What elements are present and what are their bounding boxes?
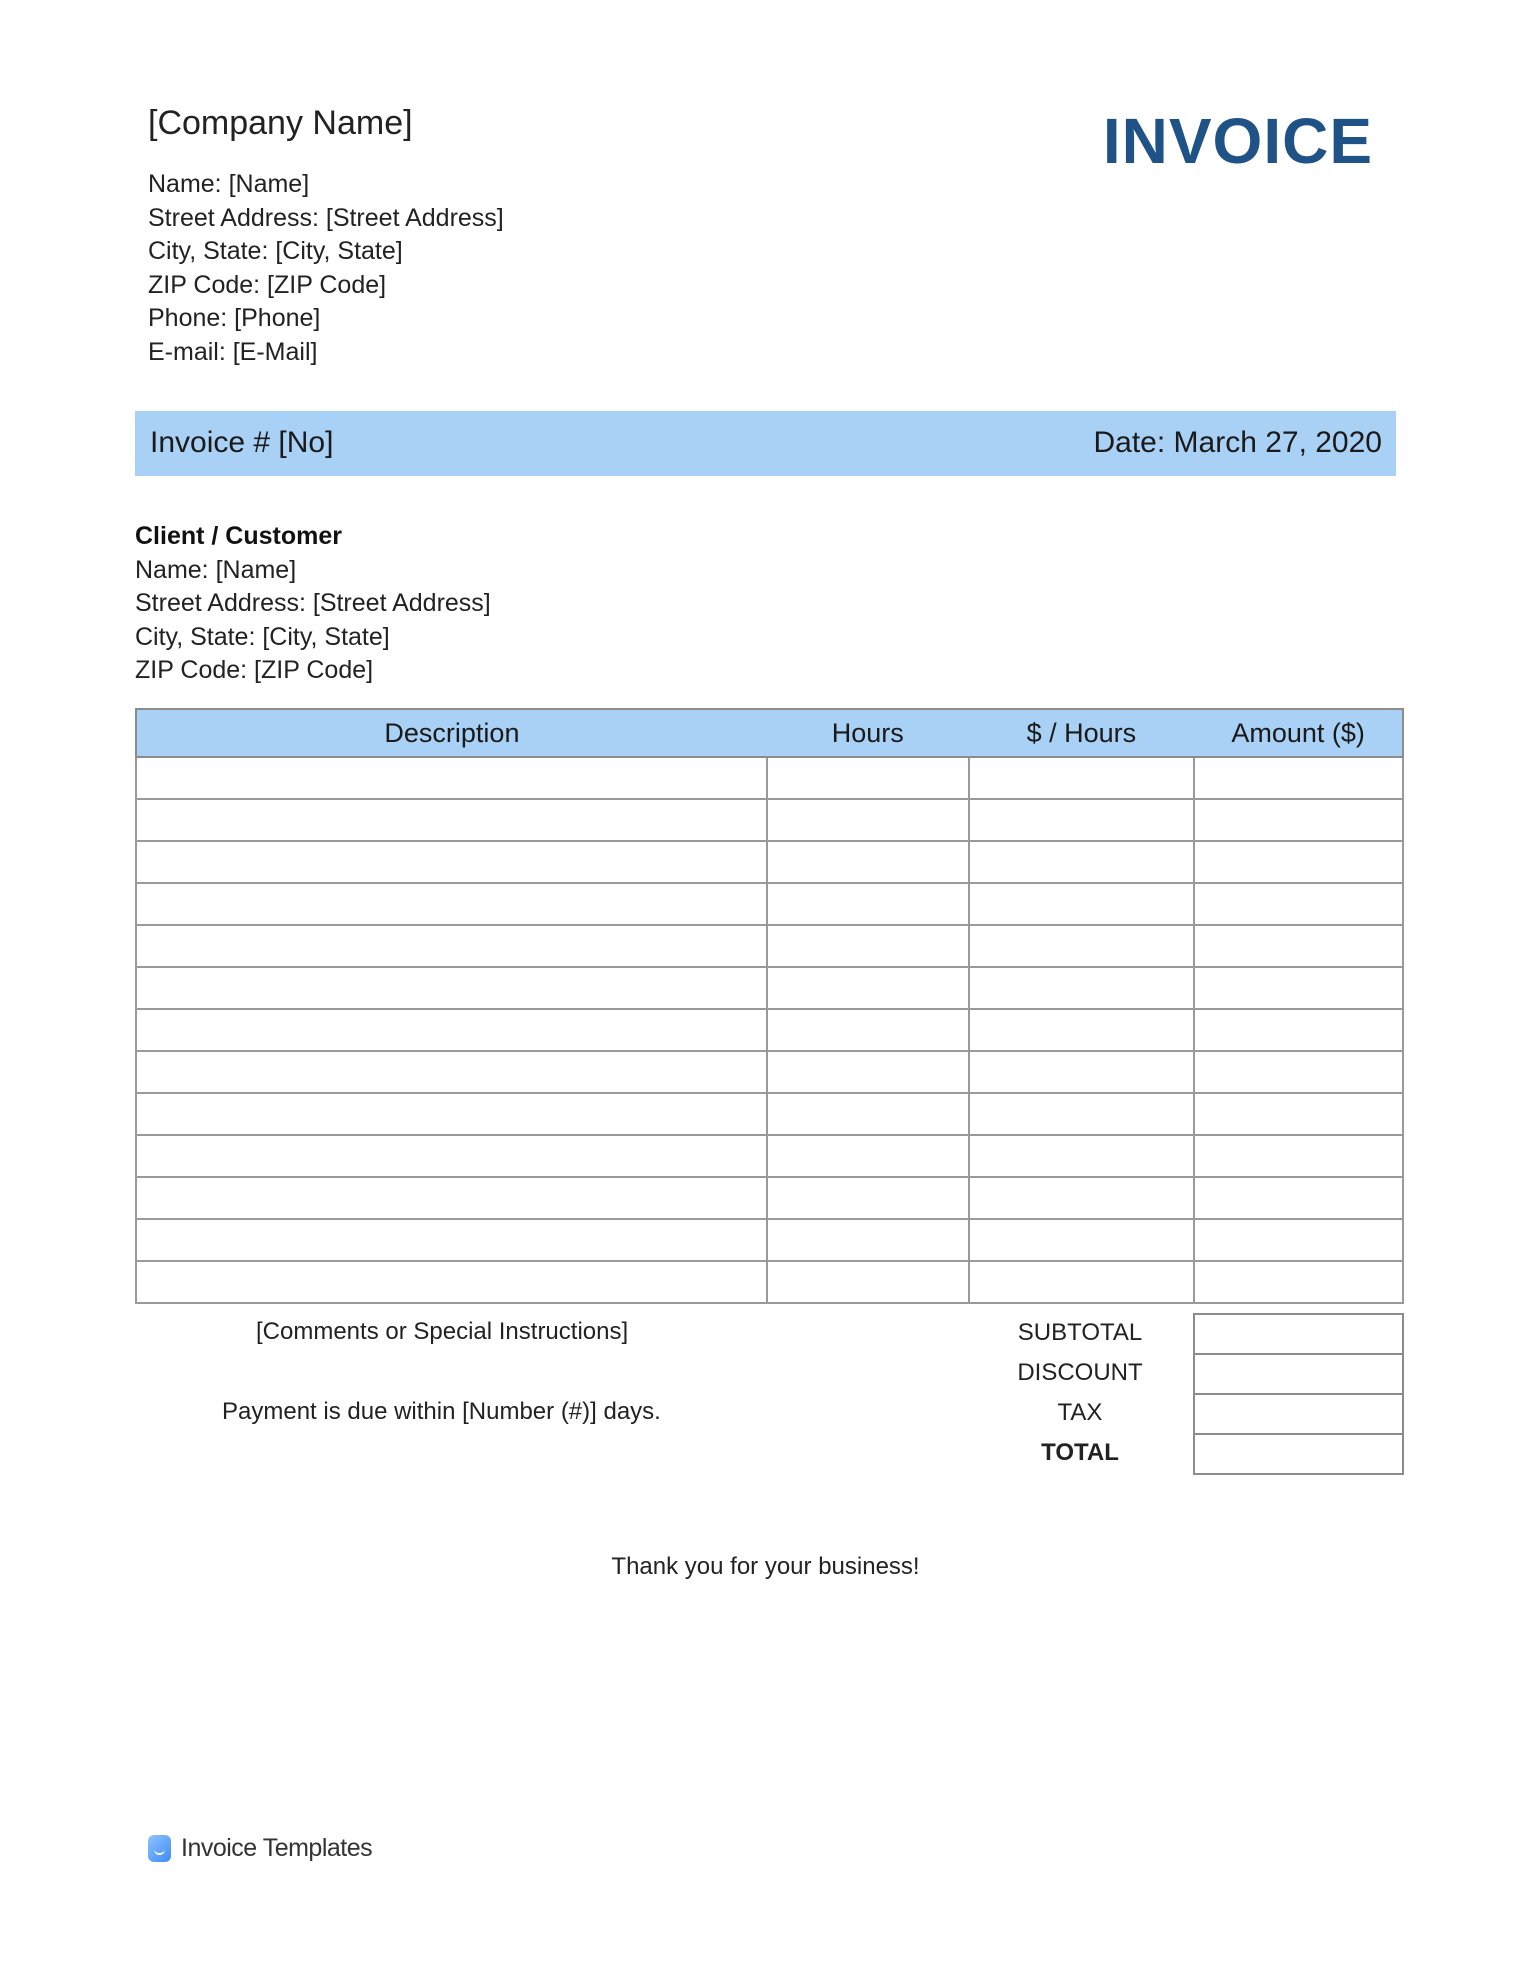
hours-cell[interactable] [767,1177,969,1219]
invoice-info-bar [135,411,1396,476]
sender-zip: ZIP Code: [ZIP Code] [148,270,387,299]
hours-cell[interactable] [767,1051,969,1093]
client-street: Street Address: [Street Address] [135,589,491,617]
rate-cell[interactable] [969,1009,1195,1051]
payment-terms: Payment is due within [Number (#)] days. [222,1398,661,1425]
column-header-hours: Hours [767,709,969,757]
total-value[interactable] [1193,1435,1404,1475]
hours-cell[interactable] [767,1135,969,1177]
hours-cell[interactable] [767,1261,969,1303]
rate-cell[interactable] [969,1261,1195,1303]
amount-cell[interactable] [1194,883,1403,925]
description-cell[interactable] [136,1093,767,1135]
amount-cell[interactable] [1194,1009,1403,1051]
discount-value[interactable] [1193,1355,1404,1395]
hours-cell[interactable] [767,799,969,841]
amount-cell[interactable] [1194,1177,1403,1219]
rate-cell[interactable] [969,799,1195,841]
table-row [136,1051,1403,1093]
description-cell[interactable] [136,757,767,799]
description-cell[interactable] [136,799,767,841]
sender-phone: Phone: [Phone] [148,304,321,332]
table-row [136,1093,1403,1135]
brand-name: Invoice Templates [181,1834,373,1862]
totals-values [1193,1313,1404,1475]
table-row [136,799,1403,841]
sender-name: Name: [Name] [148,170,310,198]
description-cell[interactable] [136,1009,767,1051]
sender-info [148,168,504,369]
table-row [136,1135,1403,1177]
rate-cell[interactable] [969,1219,1195,1261]
table-row [136,883,1403,925]
description-cell[interactable] [136,925,767,967]
amount-cell[interactable] [1194,841,1403,883]
client-city-state: City, State: [City, State] [135,622,390,651]
tax-label: TAX [1057,1399,1103,1426]
table-row [136,925,1403,967]
discount-label: DISCOUNT [1017,1359,1143,1386]
invoice-templates-logo-icon [148,1835,171,1862]
line-items-table [135,708,1404,1304]
description-cell[interactable] [136,841,767,883]
amount-cell[interactable] [1194,1051,1403,1093]
hours-cell[interactable] [767,967,969,1009]
rate-cell[interactable] [969,1093,1195,1135]
invoice-number: Invoice # [No] [150,426,334,459]
column-header-amount: Amount ($) [1194,709,1403,757]
rate-cell[interactable] [969,757,1195,799]
sender-city-state: City, State: [City, State] [148,237,403,265]
hours-cell[interactable] [767,883,969,925]
total-label: TOTAL [1041,1439,1119,1466]
description-cell[interactable] [136,1219,767,1261]
table-row [136,1177,1403,1219]
rate-cell[interactable] [969,1177,1195,1219]
amount-cell[interactable] [1194,757,1403,799]
rate-cell[interactable] [969,883,1195,925]
subtotal-value[interactable] [1193,1313,1404,1355]
hours-cell[interactable] [767,841,969,883]
table-row [136,1009,1403,1051]
client-name: Name: [Name] [135,555,297,584]
amount-cell[interactable] [1194,1093,1403,1135]
amount-cell[interactable] [1194,925,1403,967]
amount-cell[interactable] [1194,799,1403,841]
subtotal-label: SUBTOTAL [1017,1319,1143,1346]
comments-placeholder: [Comments or Special Instructions] [256,1318,629,1345]
rate-cell[interactable] [969,1051,1195,1093]
client-zip: ZIP Code: [ZIP Code] [135,656,374,684]
tax-value[interactable] [1193,1395,1404,1435]
description-cell[interactable] [136,1261,767,1303]
description-cell[interactable] [136,967,767,1009]
description-cell[interactable] [136,883,767,925]
column-header-rate: $ / Hours [969,709,1195,757]
description-cell[interactable] [136,1051,767,1093]
brand-footer [148,1834,372,1863]
client-heading: Client / Customer [135,522,342,550]
company-name: [Company Name] [148,104,413,142]
hours-cell[interactable] [767,1219,969,1261]
amount-cell[interactable] [1194,1261,1403,1303]
amount-cell[interactable] [1194,967,1403,1009]
rate-cell[interactable] [969,967,1195,1009]
table-row [136,757,1403,799]
rate-cell[interactable] [969,841,1195,883]
hours-cell[interactable] [767,925,969,967]
description-cell[interactable] [136,1177,767,1219]
hours-cell[interactable] [767,1093,969,1135]
table-header-row [136,709,1403,757]
hours-cell[interactable] [767,757,969,799]
table-row [136,841,1403,883]
column-header-description: Description [136,709,767,757]
hours-cell[interactable] [767,1009,969,1051]
description-cell[interactable] [136,1135,767,1177]
sender-street: Street Address: [Street Address] [148,203,504,232]
thank-you-note: Thank you for your business! [611,1553,920,1580]
totals-labels [980,1313,1180,1473]
table-row [136,1261,1403,1303]
rate-cell[interactable] [969,925,1195,967]
client-info [135,520,491,688]
table-row [136,967,1403,1009]
rate-cell[interactable] [969,1135,1195,1177]
invoice-date: Date: March 27, 2020 [1093,426,1382,459]
table-row [136,1219,1403,1261]
sender-email: E-mail: [E-Mail] [148,337,318,366]
amount-cell[interactable] [1194,1135,1403,1177]
amount-cell[interactable] [1194,1219,1403,1261]
invoice-title: INVOICE [1102,105,1373,177]
